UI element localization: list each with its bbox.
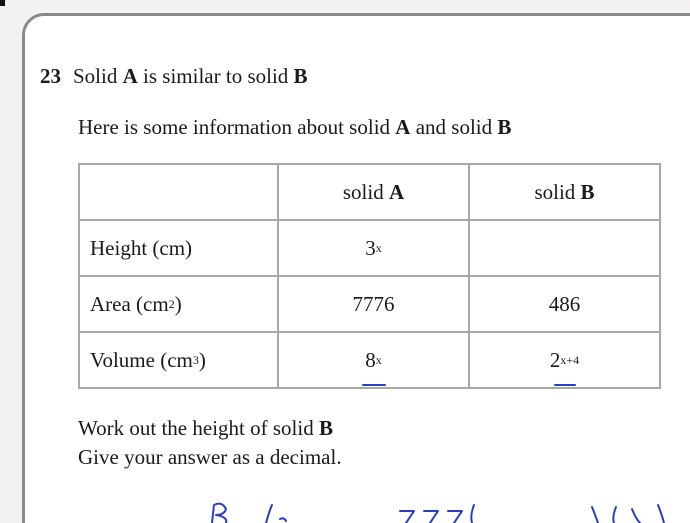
- table-row-height: [79, 220, 660, 276]
- row-label-area: Area $(cm^2)$: [79, 276, 278, 332]
- row-label-volume: Volume $(cm^3)$: [79, 332, 278, 388]
- table-corner-cell: [79, 164, 278, 220]
- table-row-area: [79, 276, 660, 332]
- pen-underline-a: [362, 384, 386, 386]
- row-label-height: Height (cm): [79, 220, 278, 276]
- table-row-volume: [79, 332, 660, 388]
- area-solid-b: 486: [469, 276, 660, 332]
- volume-solid-a: 8$^x$: [278, 332, 469, 388]
- height-solid-b: [469, 220, 660, 276]
- corner-mark: [0, 0, 5, 6]
- table-header-row: [79, 164, 660, 220]
- task-instructions: [78, 414, 342, 472]
- volume-solid-b: $2^{x+4}$: [469, 332, 660, 388]
- handwritten-working: [200, 495, 690, 523]
- task-line-1: Work out the height of solid B: [78, 416, 333, 440]
- header-solid-b: solid B: [469, 164, 660, 220]
- height-solid-a: 3$^x$: [278, 220, 469, 276]
- pen-underline-b: [554, 384, 576, 386]
- task-line-2: Give your answer as a decimal.: [78, 445, 342, 469]
- handwriting-strokes: [200, 495, 690, 523]
- area-solid-a: 7776: [278, 276, 469, 332]
- solids-info-table: [78, 163, 661, 389]
- header-solid-a: solid A: [278, 164, 469, 220]
- intro-text: Here is some information about solid A and solid B: [78, 115, 512, 139]
- question-number: 23: [40, 64, 61, 88]
- question-statement: 23 Solid A is similar to solid B: [40, 64, 308, 88]
